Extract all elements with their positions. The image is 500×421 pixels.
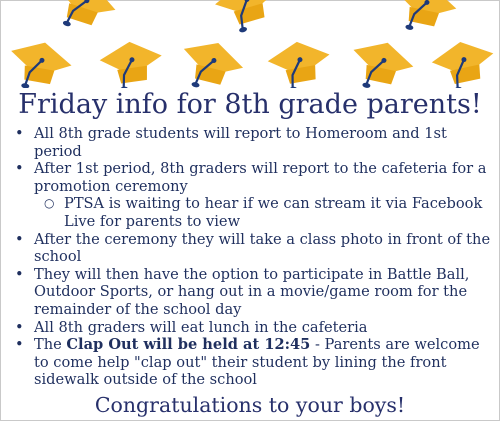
sub-list-item: ○ PTSA is waiting to hear if we can stream it via Facebook Live for parents to view [12,195,496,230]
graduation-cap-icon [346,36,417,88]
list-item: • They will then have the option to participate in Battle Ball, Outdoor Sports, or hang out in a movie/game room for the remainder of the school day [12,266,496,319]
graduation-cap-icon [98,38,166,88]
graduation-cap-icon [5,37,74,88]
graduation-caps-banner [0,0,500,88]
list-item: • All 8th graders will eat lunch in the cafeteria [12,319,496,337]
clap-out-prefix: The [34,336,67,354]
page-title: Friday info for 8th grade parents! [18,89,482,120]
list-item-clap-out [12,336,496,389]
list-item: • After 1st period, 8th graders will report to the cafeteria for a promotion ceremony [12,160,496,195]
closing-message: Congratulations to your boys! [94,393,406,417]
graduation-cap-icon [265,37,334,88]
graduation-cap-icon [176,35,248,88]
clap-out-details: - Parents are welcome to come help "clap out" their student by lining the front sidewalk outside of the school [34,336,480,389]
graduation-cap-icon [429,36,500,88]
list-item: • After the ceremony they will take a class photo in front of the school [12,231,496,266]
graduation-cap-icon [389,0,460,38]
info-list [12,125,496,389]
list-item: • All 8th grade students will report to Homeroom and 1st period [12,125,496,160]
graduation-cap-icon [47,0,121,39]
graduation-cap-icon [211,0,284,38]
clap-out-time: Clap Out will be held at 12:45 [66,336,311,354]
